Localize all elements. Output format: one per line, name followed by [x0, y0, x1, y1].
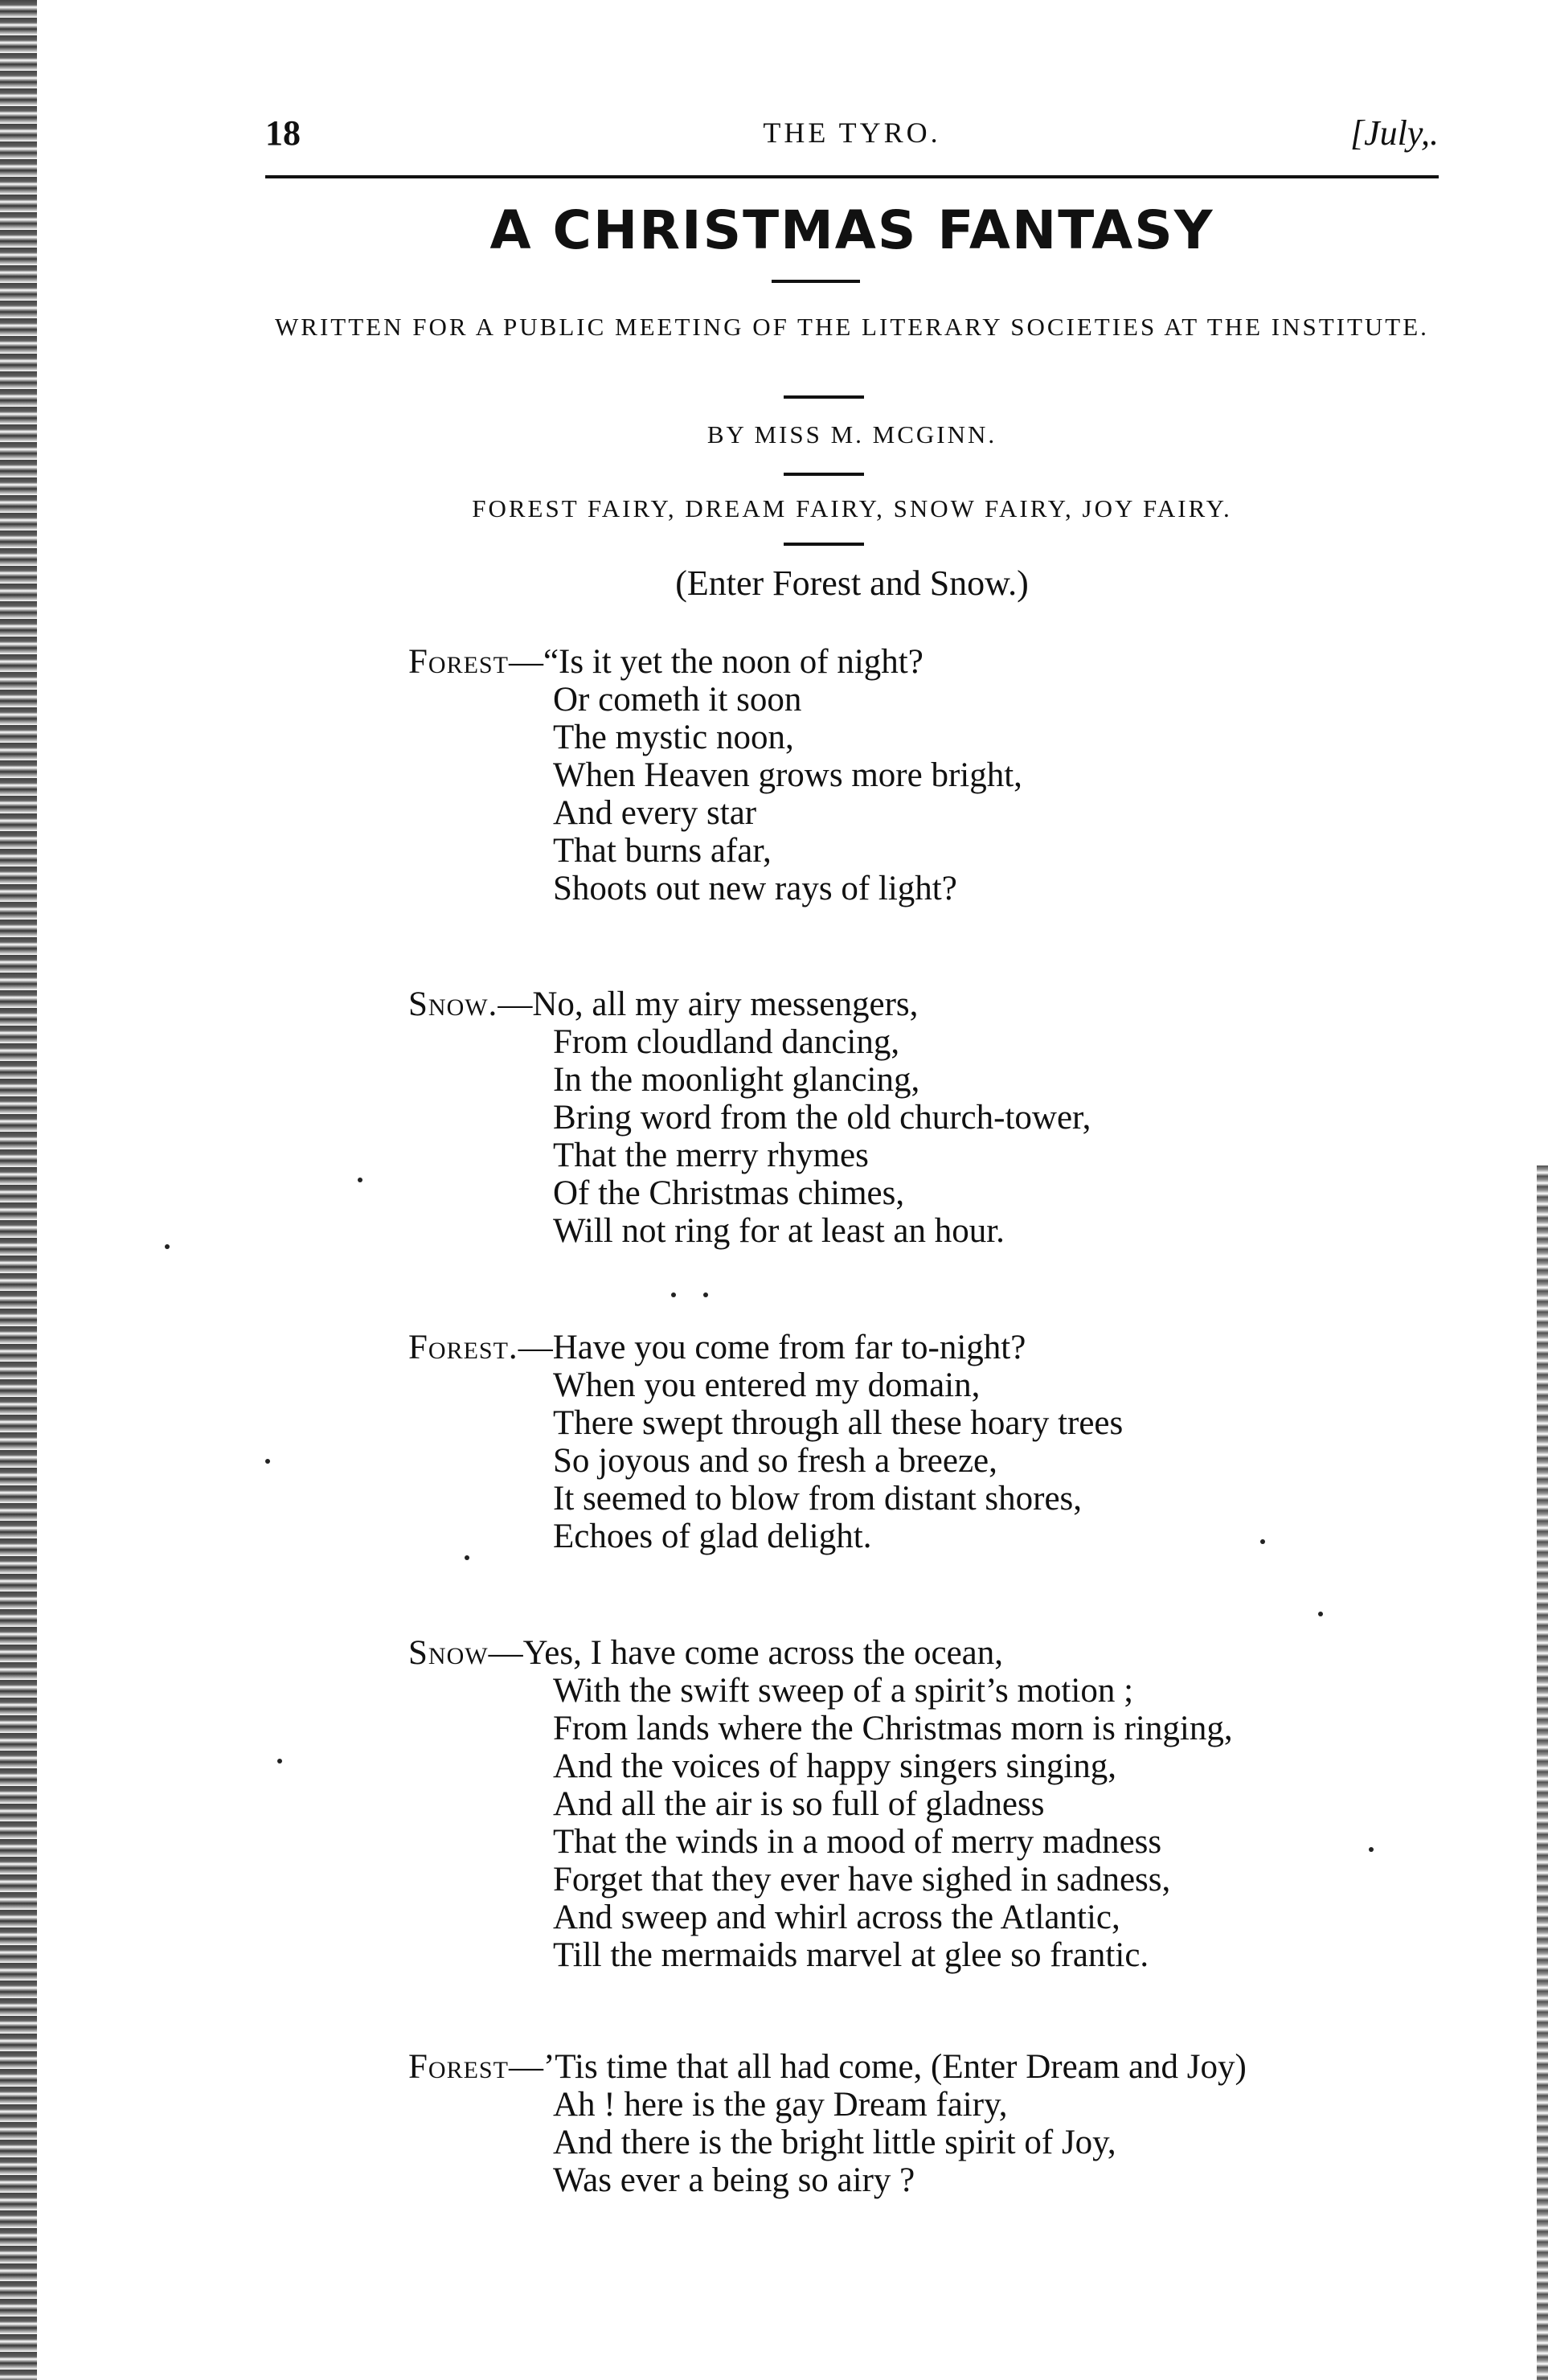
- page-number: 18: [265, 113, 301, 153]
- rule: [784, 473, 864, 476]
- verse-line: Ah ! here is the gay Dream fairy,: [553, 2086, 1008, 2124]
- verse-line: From cloudland dancing,: [553, 1023, 900, 1061]
- verse-line: There swept through all these hoary trees: [553, 1404, 1124, 1442]
- verse-line: And sweep and whirl across the Atlantic,: [553, 1899, 1120, 1936]
- verse-line: Forget that they ever have sighed in sadness,: [553, 1861, 1171, 1899]
- rule: [784, 543, 864, 546]
- stanza: [408, 1329, 1453, 1555]
- verse-line: With the swift sweep of a spirit’s motion ;: [553, 1672, 1134, 1710]
- verse-line: In the moonlight glancing,: [553, 1061, 920, 1099]
- stanza: [408, 1634, 1453, 1974]
- poem-title: A CHRISTMAS FANTASY: [489, 199, 1214, 261]
- print-speck: [465, 1555, 469, 1560]
- speaker-name: Forest.: [408, 1329, 518, 1366]
- rule: [772, 280, 860, 283]
- dramatis-personae: FOREST FAIRY, DREAM FAIRY, SNOW FAIRY, JOY FAIRY.: [472, 494, 1232, 522]
- verse-line: Or cometh it soon: [553, 681, 802, 719]
- print-speck: [1318, 1612, 1323, 1616]
- verse-line: That the winds in a mood of merry madness: [553, 1823, 1162, 1861]
- stanza-first-line: Forest.—Have you come from far to-night?: [408, 1329, 1026, 1366]
- stanza-first-line: Snow—Yes, I have come across the ocean,: [408, 1634, 1003, 1672]
- verse-line: The mystic noon,: [553, 719, 794, 756]
- speaker-name: Snow.: [408, 985, 498, 1023]
- speaker-name: Forest: [408, 643, 509, 681]
- verse-line: That burns afar,: [553, 832, 772, 870]
- print-speck: [1369, 1847, 1374, 1852]
- verse-line: That the merry rhymes: [553, 1137, 869, 1174]
- stanza: [408, 643, 1453, 907]
- verse-line: Till the mermaids marvel at glee so frantic.: [553, 1936, 1149, 1974]
- page-header: [265, 113, 1439, 169]
- verse-line: Bring word from the old church-tower,: [553, 1099, 1091, 1137]
- verse-line: Shoots out new rays of light?: [553, 870, 957, 907]
- stanza: [408, 2048, 1453, 2199]
- page-edge: [1537, 1165, 1548, 2380]
- stanza-first-line: Forest—“Is it yet the noon of night?: [408, 643, 923, 681]
- verse-line: So joyous and so fresh a breeze,: [553, 1442, 997, 1480]
- stanza-first-line: Forest—’Tis time that all had come, (Enter Dream and Joy): [408, 2048, 1247, 2086]
- verse-line: And there is the bright little spirit of Joy,: [553, 2124, 1116, 2161]
- verse-line: Echoes of glad delight.: [553, 1518, 872, 1555]
- binding-edge: [0, 0, 37, 2380]
- issue-month: [July,.: [1350, 113, 1439, 153]
- speaker-name: Snow: [408, 1634, 489, 1672]
- stage-direction: (Enter Forest and Snow.): [675, 563, 1029, 603]
- verse-line: It seemed to blow from distant shores,: [553, 1480, 1083, 1518]
- running-title: THE TYRO.: [763, 117, 941, 149]
- verse-line: And the voices of happy singers singing,: [553, 1747, 1117, 1785]
- verse-line: When Heaven grows more bright,: [553, 756, 1022, 794]
- print-speck: [1260, 1539, 1265, 1544]
- print-speck: [671, 1292, 676, 1297]
- rule: [784, 395, 864, 399]
- verse-line: And every star: [553, 794, 757, 832]
- verse-line: Of the Christmas chimes,: [553, 1174, 905, 1212]
- speaker-name: Forest: [408, 2048, 509, 2086]
- print-speck: [358, 1178, 362, 1182]
- verse-line: Will not ring for at least an hour.: [553, 1212, 1005, 1250]
- print-speck: [277, 1759, 282, 1763]
- stanza: [408, 985, 1453, 1250]
- header-rule: [265, 175, 1439, 178]
- byline: BY MISS M. MCGINN.: [706, 420, 997, 449]
- verse-line: And all the air is so full of gladness: [553, 1785, 1045, 1823]
- print-speck: [703, 1292, 708, 1297]
- verse-line: From lands where the Christmas morn is ringing,: [553, 1710, 1233, 1747]
- stanza-first-line: Snow.—No, all my airy messengers,: [408, 985, 919, 1023]
- subtitle: WRITTEN FOR A PUBLIC MEETING OF THE LITERARY SOCIETIES AT THE INSTITUTE.: [275, 313, 1429, 341]
- print-speck: [165, 1244, 170, 1249]
- verse-line: When you entered my domain,: [553, 1366, 981, 1404]
- print-speck: [265, 1459, 270, 1464]
- verse-line: Was ever a being so airy ?: [553, 2161, 915, 2199]
